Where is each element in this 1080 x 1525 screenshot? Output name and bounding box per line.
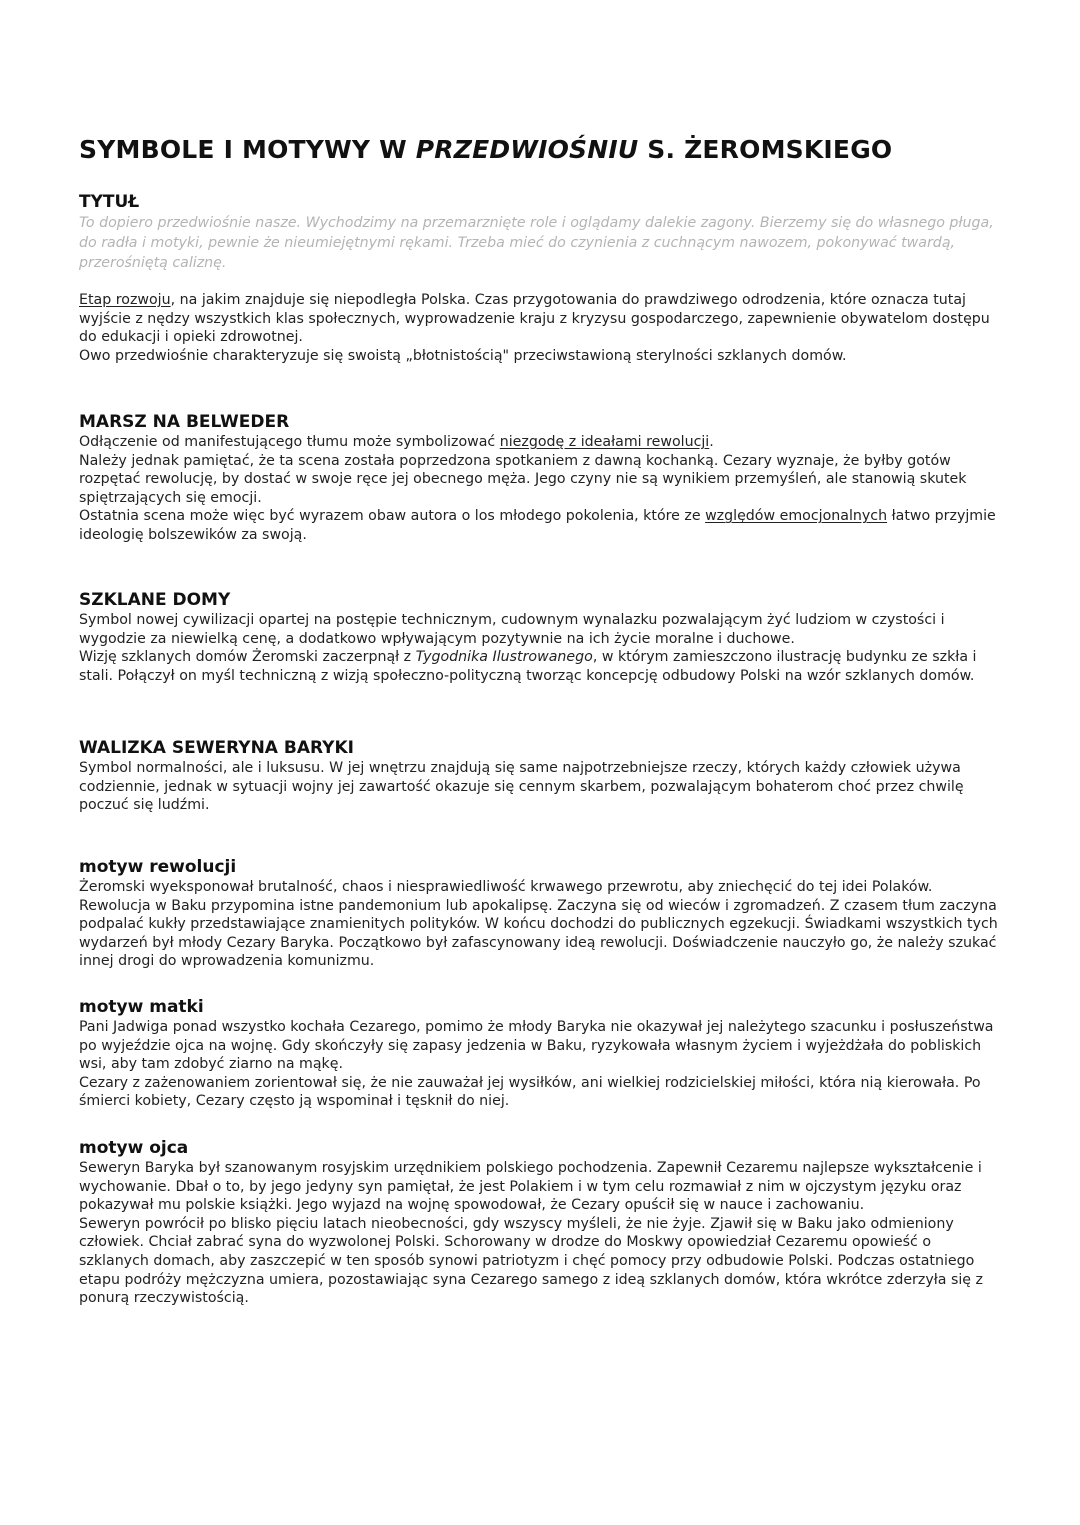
section-heading: MARSZ NA BELWEDER [79, 412, 290, 432]
paragraph-text: . [709, 434, 714, 450]
section-paragraph: Pani Jadwiga ponad wszystko kochała Cezarego, pomimo że młody Baryka nie okazywał jej należytego szacunku i posłuszeństwa po wyjeździe ojca na wojnę. Gdy skończyły się zapasy jedzenia w Baku, ryzykowała własnym życiem i wyjeżdżała do pobliskich wsi, aby tam zdobyć ziarno na mąkę. [79, 1019, 994, 1073]
document-title [79, 133, 1000, 167]
underlined-phrase: niezgodę z ideałami rewolucji [499, 434, 710, 450]
section-paragraph [79, 433, 1000, 452]
section-szklane-domy [79, 589, 1000, 685]
section-motyw-ojca [79, 1137, 1000, 1308]
italic-title-reference: Tygodnika Ilustrowanego [415, 649, 593, 666]
section-heading: SZKLANE DOMY [79, 590, 231, 610]
section-paragraph [79, 507, 1000, 544]
section-paragraph: Seweryn Baryka był szanowanym rosyjskim urzędnikiem polskiego pochodzenia. Zapewnił Cezaremu najlepsze wykształcenie i wychowanie. Dbał o to, by jego jedyny syn pamiętał, że jest Polakiem i w tym celu rozmawiał z nim w ojczystym języku oraz pokazywał mu polskie książki. Jego wyjazd na wojnę spowodował, że Cezary opuścił się w nauce i zachowaniu. [79, 1160, 982, 1214]
paragraph-text: Wizję szklanych domów Żeromski zaczerpnął z [79, 649, 416, 666]
paragraph-text: Odłączenie od manifestującego tłumu może symbolizować [79, 434, 500, 450]
section-heading: motyw rewolucji [79, 857, 237, 877]
section-motyw-rewolucji [79, 856, 1000, 971]
section-heading: motyw matki [79, 997, 204, 1017]
section-paragraph: Symbol nowej cywilizacji opartej na postępie technicznym, cudownym wynalazku pozwalającym żyć ludziom w czystości i wygodzie za niewielką cenę, a dodatkowo wpływającym pozytywnie na ich życie moralne i duchowe. [79, 612, 945, 647]
section-heading: TYTUŁ [79, 192, 140, 212]
section-paragraph: Symbol normalności, ale i luksusu. W jej wnętrzu znajdują się same najpotrzebniejsze rzeczy, których każdy człowiek używa codziennie, jednak w sytuacji wojny jej zawartość okazuje się cennym skarbem, pozwalającym bohaterom choć przez chwilę poczuć się ludźmi. [79, 760, 964, 814]
section-paragraph: Żeromski wyeksponował brutalność, chaos i niesprawiedliwość krwawego przewrotu, aby zniechęcić do tej idei Polaków. Rewolucja w Baku przypomina istne pandemonium lub apokalipsę. Zaczyna się od wieców i zgromadzeń. Z czasem tłum zaczyna podpalać kukły przedstawiające znamienitych polityków. W końcu dochodzi do publicznych egzekucji. Świadkami wszystkich tych wydarzeń był młody Cezary Baryka. Początkowo był zafascynowany ideą rewolucji. Doświadczenie nauczyło go, że należy szukać innej drogi do wprowadzenia komunizmu. [79, 879, 998, 970]
title-main-text: SYMBOLE I MOTYWY W [79, 135, 416, 164]
section-motyw-matki [79, 996, 1000, 1111]
section-paragraph: Cezary z zażenowaniem zorientował się, że nie zauważał jej wysiłków, ani wielkiej rodzicielskiej miłości, która nią kierowała. Po śmierci kobiety, Cezary często ją wspominał i tęsknił do niej. [79, 1074, 981, 1110]
section-paragraph: Owo przedwiośnie charakteryzuje się swoistą „błotnistością" przeciwstawioną sterylności szklanych domów. [79, 347, 847, 364]
section-paragraph: Należy jednak pamiętać, że ta scena została poprzedzona spotkaniem z dawną kochanką. Cezary wyznaje, że byłby gotów rozpętać rewolucję, by dostać w swoje ręce jej obecnego męża. Jego czyny nie są wynikiem przemyśleń, ale stanowią skutek spiętrzających się emocji. [79, 452, 967, 506]
paragraph-text: Ostatnia scena może więc być wyrazem obaw autora o los młodego pokolenia, które ze [79, 508, 706, 525]
section-tytul [79, 191, 1000, 365]
section-walizka [79, 737, 1000, 815]
section-paragraph [79, 291, 1000, 347]
title-italic-text: PRZEDWIOŚNIU [415, 135, 639, 164]
underlined-phrase: Etap rozwoju [79, 292, 171, 308]
section-heading: motyw ojca [79, 1138, 189, 1158]
section-marsz-na-belweder [79, 411, 1000, 545]
section-quote: To dopiero przedwiośnie nasze. Wychodzimy na przemarznięte role i oglądamy dalekie zagony. Bierzemy się do własnego pługa, do radła i motyki, pewnie że nieumiejętnymi rękami. Trzeba mieć do czynienia z cuchnącym nawozem, pokonywać twardą, przerośniętą caliznę. [79, 215, 994, 271]
title-end-text: S. ŻEROMSKIEGO [638, 135, 893, 164]
paragraph-text: , na jakim znajduje się niepodległa Polska. Czas przygotowania do prawdziwego odrodzenia, które oznacza tutaj wyjście z nędzy wszystkich klas społecznych, wyprowadzenie kraju z kryzysu gospodarczego, zapewnienie obywatelom dostępu do edukacji i opieki zdrowotnej. [79, 292, 990, 346]
paragraph-text: łatwo przyjmie ideologię bolszewików za swoją. [79, 508, 996, 543]
underlined-phrase: względów emocjonalnych [705, 508, 888, 525]
section-heading: WALIZKA SEWERYNA BARYKI [79, 738, 354, 758]
section-paragraph: Seweryn powrócił po blisko pięciu latach nieobecności, gdy wszyscy myśleli, że nie żyje. Zjawił się w Baku jako odmieniony człowiek. Chciał zabrać syna do wyzwolonej Polski. Schorowany w drodze do Moskwy opowiedział Cezaremu opowieść o szklanych domach, aby zaszczepić w ten sposób synowi patriotyzm i chęć pomocy przy odbudowie Polski. Podczas ostatniego etapu podróży mężczyzna umiera, pozostawiając syna Cezarego samego z ideą szklanych domów, która wkrótce zderzyła się z ponurą rzeczywistością. [79, 1215, 983, 1307]
paragraph-text: , w którym zamieszczono ilustrację budynku ze szkła i stali. Połączył on myśl techniczną z wizją społeczno-polityczną tworząc koncepcję odbudowy Polski na wzór szklanych domów. [79, 649, 977, 684]
section-paragraph [79, 648, 1000, 685]
